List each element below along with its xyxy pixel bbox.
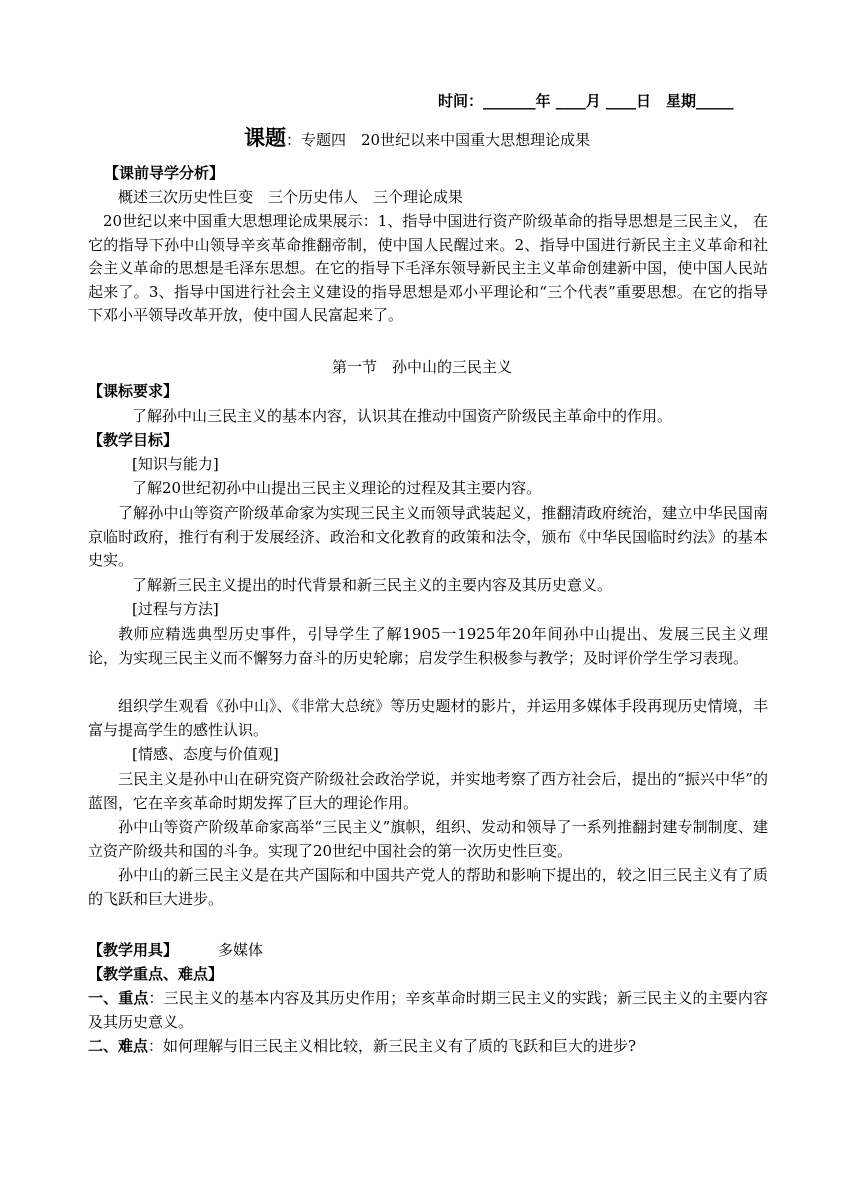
curriculum-heading: 【课标要求】	[88, 382, 179, 400]
tools-row	[88, 939, 263, 961]
keypoints-heading: 【教学重点、难点】	[88, 965, 224, 983]
difficulty-text: ：如何理解与旧三民主义相比较，新三民主义有了质的飞跃和巨大的进步?	[148, 1037, 637, 1055]
focus-text: ：三民主义的基本内容及其历史作用；辛亥革命时期三民主义的实践；新三民主义的主要内容及其历史意义。	[88, 989, 768, 1031]
title-label: 课题	[244, 125, 286, 150]
difficulty-label: 二、难点	[88, 1037, 149, 1055]
process-item-1: 教师应精选典型历史事件，引导学生了解1905一1925年20年间孙中山提出、发展三民主义理论，为实现三民主义而不懈努力奋斗的历史轮廓；启发学生积极参与教学；及时评价学生学习表现。	[88, 625, 768, 667]
emotion-item-2: 孙中山等资产阶级革命家高举“三民主义”旗帜，组织、发动和领导了一系列推翻封建专制制度、建立资产阶级共和国的斗争。实现了20世纪中国社会的第一次历史性巨变。	[88, 818, 768, 860]
focus-label: 一、重点	[88, 989, 149, 1007]
emotion-item-1: 三民主义是孙中山在研究资产阶级社会政治学说，并实地考察了西方社会后，提出的“振兴中华”的蓝图，它在辛亥革命时期发挥了巨大的理论作用。	[88, 770, 768, 812]
title-colon: ：	[286, 131, 302, 149]
tools-heading: 【教学用具】	[88, 941, 179, 959]
preview-heading: 【课前导学分析】	[104, 164, 225, 182]
curriculum-text: 了解孙中山三民主义的基本内容，认识其在推动中国资产阶级民主革命中的作用。	[132, 407, 673, 425]
title-text: 专题四 20世纪以来中国重大思想理论成果	[301, 131, 591, 149]
preview-summary: 概述三次历史性巨变 三个历史伟人 三个理论成果	[118, 188, 464, 206]
process-item-2: 组织学生观看《孙中山》、《非常大总统》等历史题材的影片，并运用多媒体手段再现历史情境，丰富与提高学生的感性认识。	[88, 697, 768, 739]
emotion-label: [情感、态度与价值观]	[132, 745, 279, 763]
focus-paragraph	[88, 987, 768, 1034]
tools-value: 多媒体	[218, 941, 264, 959]
section-title: 第一节 孙中山的三民主义	[332, 358, 513, 376]
process-label: [过程与方法]	[132, 600, 219, 618]
date-line: 时间：_______年 ____月 ____日 星期_____	[438, 92, 734, 110]
knowledge-label: [知识与能力]	[132, 455, 219, 473]
knowledge-item-1: 了解20世纪初孙中山提出三民主义理论的过程及其主要内容。	[132, 479, 542, 497]
knowledge-item-2: 了解孙中山等资产阶级革命家为实现三民主义而领导武装起义，推翻清政府统治，建立中华民国南京临时政府，推行有利于发展经济、政治和文化教育的政策和法令，颁布《中华民国临时约法》的基本史实。	[88, 504, 768, 569]
objectives-heading: 【教学目标】	[88, 431, 179, 449]
knowledge-item-3: 了解新三民主义提出的时代背景和新三民主义的主要内容及其历史意义。	[132, 576, 613, 594]
difficulty-paragraph	[88, 1035, 636, 1057]
preview-body: 20世纪以来中国重大思想理论成果展示：1、指导中国进行资产阶级革命的指导思想是三民主义， 在它的指导下孙中山领导辛亥革命推翻帝制，使中国人民醒过来。2、指导中国进行新民主主义革命和社会主义革命的思想是毛泽东思想。在它的指导下毛泽东领导新民主主义革命创建新中国，使中国人民站起来了。3、指导中国进行社会主义建设的指导思想是邓小平理论和“三个代表”重要思想。在它的指导下邓小平领导改革开放，使中国人民富起来了。	[88, 212, 768, 324]
lesson-title	[244, 124, 590, 154]
emotion-item-3: 孙中山的新三民主义是在共产国际和中国共产党人的帮助和影响下提出的，较之旧三民主义有了质的飞跃和巨大进步。	[88, 866, 768, 908]
